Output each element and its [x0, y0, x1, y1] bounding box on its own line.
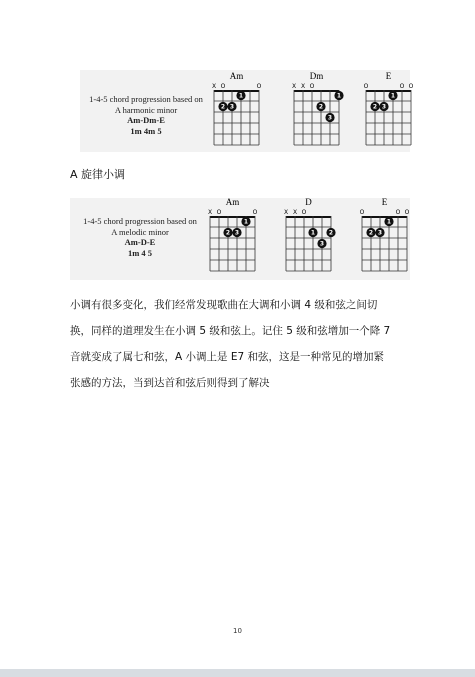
chord-diagram-dm: [290, 72, 350, 150]
chord-nut: [362, 216, 407, 218]
open-string-mark: O: [220, 83, 226, 90]
figure-melodic-caption: [70, 216, 210, 258]
finger-number: 1: [390, 92, 396, 100]
open-string-mark: O: [359, 209, 365, 216]
caption-line: 1-4-5 chord progression based on: [89, 94, 203, 104]
paragraph-line: 张感的方法，当到达首和弦后则得到了解决: [70, 377, 270, 389]
chord-diagram-e: [362, 72, 422, 150]
chord-name: Am: [229, 71, 244, 81]
section-heading: A 旋律小调: [70, 168, 126, 181]
finger-number: 1: [386, 218, 392, 226]
chord-name: D: [305, 197, 312, 207]
finger-number: 2: [220, 103, 226, 111]
caption-line: 1m 4m 5: [130, 125, 162, 136]
chord-name: E: [381, 197, 388, 207]
page-bottom-bar: [0, 669, 475, 677]
chord-diagram-am: [206, 198, 266, 276]
figure-harmonic-minor: [80, 70, 414, 152]
finger-number: 3: [234, 229, 240, 237]
finger-number: 1: [336, 92, 342, 100]
figure-melodic-minor: [70, 198, 410, 280]
caption-line: A melodic minor: [111, 226, 169, 237]
chord-name: Am: [225, 197, 240, 207]
caption-line: 1-4-5 chord progression based on: [83, 216, 197, 226]
chord-name: E: [385, 71, 392, 81]
open-string-mark: O: [408, 83, 414, 90]
paragraph-line: 换，同样的道理发生在小调 5 级和弦上。记住 5 级和弦增加一个降 7: [70, 325, 391, 337]
finger-number: 3: [381, 103, 387, 111]
finger-number: 2: [328, 229, 334, 237]
finger-number: 3: [229, 103, 235, 111]
open-string-mark: O: [395, 209, 401, 216]
finger-number: 2: [368, 229, 374, 237]
muted-string-mark: X: [292, 209, 298, 216]
chord-diagram-d: [282, 198, 342, 276]
finger-number: 1: [243, 218, 249, 226]
muted-string-mark: X: [283, 209, 289, 216]
page-number: 10: [233, 627, 242, 635]
caption-line: Am-Dm-E: [127, 115, 165, 125]
muted-string-mark: X: [207, 209, 213, 216]
chord-nut: [294, 90, 339, 92]
finger-number: 3: [327, 114, 333, 122]
chord-diagram-am: [210, 72, 270, 150]
finger-number: 2: [372, 103, 378, 111]
open-string-mark: O: [309, 83, 315, 90]
chord-nut: [286, 216, 331, 218]
finger-number: 1: [238, 92, 244, 100]
caption-line: Am-D-E: [124, 237, 156, 247]
finger-number: 3: [319, 240, 325, 248]
muted-string-mark: X: [300, 83, 306, 90]
open-string-mark: O: [256, 83, 262, 90]
paragraph-line: 小调有很多变化，我们经常发现歌曲在大调和小调 4 级和弦之间切: [70, 299, 378, 311]
finger-number: 2: [318, 103, 324, 111]
caption-line: 1m 4 5: [127, 247, 153, 258]
open-string-mark: O: [301, 209, 307, 216]
open-string-mark: O: [216, 209, 222, 216]
open-string-mark: O: [252, 209, 258, 216]
muted-string-mark: X: [211, 83, 217, 90]
muted-string-mark: X: [291, 83, 297, 90]
body-paragraph: [70, 292, 415, 396]
open-string-mark: O: [404, 209, 410, 216]
finger-number: 3: [377, 229, 383, 237]
chord-diagram-e: [358, 198, 418, 276]
caption-line: A harmonic minor: [114, 104, 178, 115]
chord-name: Dm: [309, 71, 324, 81]
paragraph-line: 音就变成了属七和弦，A 小调上是 E7 和弦，这是一种常见的增加紧: [70, 351, 385, 363]
open-string-mark: O: [399, 83, 405, 90]
finger-number: 2: [225, 229, 231, 237]
chord-nut: [214, 90, 259, 92]
chord-nut: [366, 90, 411, 92]
finger-number: 1: [310, 229, 316, 237]
open-string-mark: O: [363, 83, 369, 90]
figure-harmonic-caption: [80, 94, 212, 136]
